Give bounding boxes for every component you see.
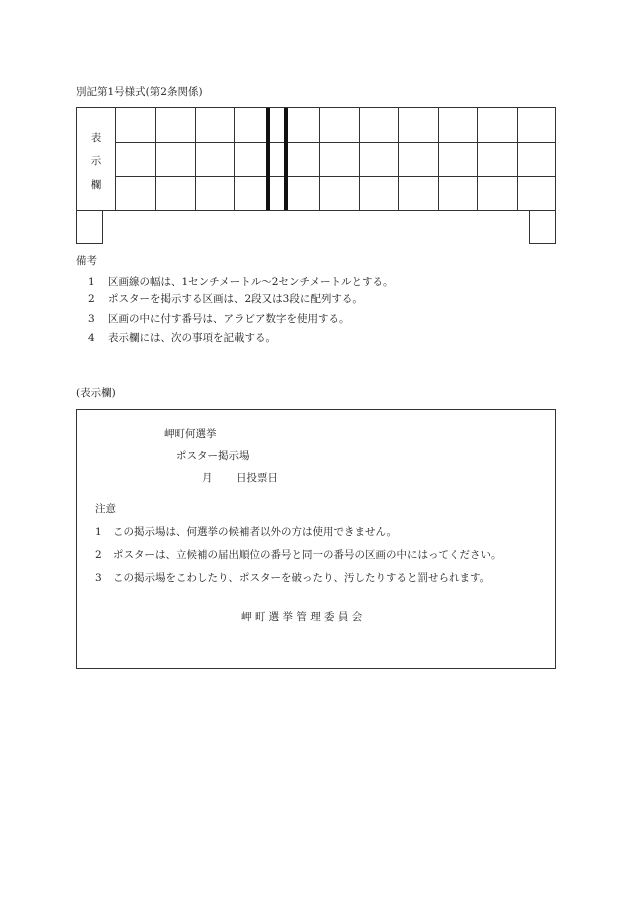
grid-col-divider xyxy=(517,108,518,210)
note-number: 2 xyxy=(88,293,95,305)
poster-place-title: ポスター掲示場 xyxy=(176,450,250,462)
month-label: 月 xyxy=(202,472,213,484)
grid-col-divider xyxy=(477,108,478,210)
board-separator-line xyxy=(284,108,288,210)
grid-col-divider xyxy=(398,108,399,210)
note-text: 区画線の幅は、1センチメートル〜2センチメートルとする。 xyxy=(108,276,394,288)
grid-row-divider xyxy=(115,142,555,143)
board-label-char-1: 表 xyxy=(90,132,102,144)
board-label-char-3: 欄 xyxy=(90,179,102,191)
note-number: 4 xyxy=(88,332,95,344)
note-text: ポスターを掲示する区画は、2段又は3段に配列する。 xyxy=(108,293,363,305)
caution-number: 3 xyxy=(95,572,102,584)
note-number: 1 xyxy=(88,276,95,288)
caution-number: 2 xyxy=(95,549,102,561)
note-number: 3 xyxy=(88,313,95,325)
display-panel xyxy=(76,409,556,669)
notes-heading: 備考 xyxy=(76,255,97,267)
grid-col-divider xyxy=(155,108,156,210)
grid-col-divider xyxy=(234,108,235,210)
caution-heading: 注意 xyxy=(95,503,116,515)
form-title: 別記第1号様式(第2条関係) xyxy=(76,86,203,98)
caution-text: この掲示場をこわしたり、ポスターを破ったり、汚したりすると罰せられます。 xyxy=(113,572,491,584)
board-separator-line xyxy=(266,108,270,210)
board-label-column xyxy=(77,108,116,210)
caution-text: この掲示場は、何選挙の候補者以外の方は使用できません。 xyxy=(113,526,398,538)
voting-day-label: 日投票日 xyxy=(236,472,278,484)
note-text: 区画の中に付す番号は、アラビア数字を使用する。 xyxy=(108,313,350,325)
committee-name: 岬 町 選 挙 管 理 委 員 会 xyxy=(241,611,363,623)
caution-number: 1 xyxy=(95,526,102,538)
grid-col-divider xyxy=(319,108,320,210)
board-leg-left xyxy=(76,210,103,244)
caution-text: ポスターは、立候補の届出順位の番号と同一の番号の区画の中にはってください。 xyxy=(113,549,502,561)
grid-row-divider xyxy=(115,176,555,177)
display-section-heading: (表示欄) xyxy=(76,387,116,399)
grid-col-divider xyxy=(195,108,196,210)
poster-board-diagram xyxy=(76,107,556,211)
election-name: 岬町何選挙 xyxy=(164,428,217,440)
board-leg-right xyxy=(529,210,556,244)
note-text: 表示欄には、次の事項を記載する。 xyxy=(108,332,276,344)
grid-col-divider xyxy=(359,108,360,210)
board-label-char-2: 示 xyxy=(90,155,102,167)
grid-col-divider xyxy=(438,108,439,210)
